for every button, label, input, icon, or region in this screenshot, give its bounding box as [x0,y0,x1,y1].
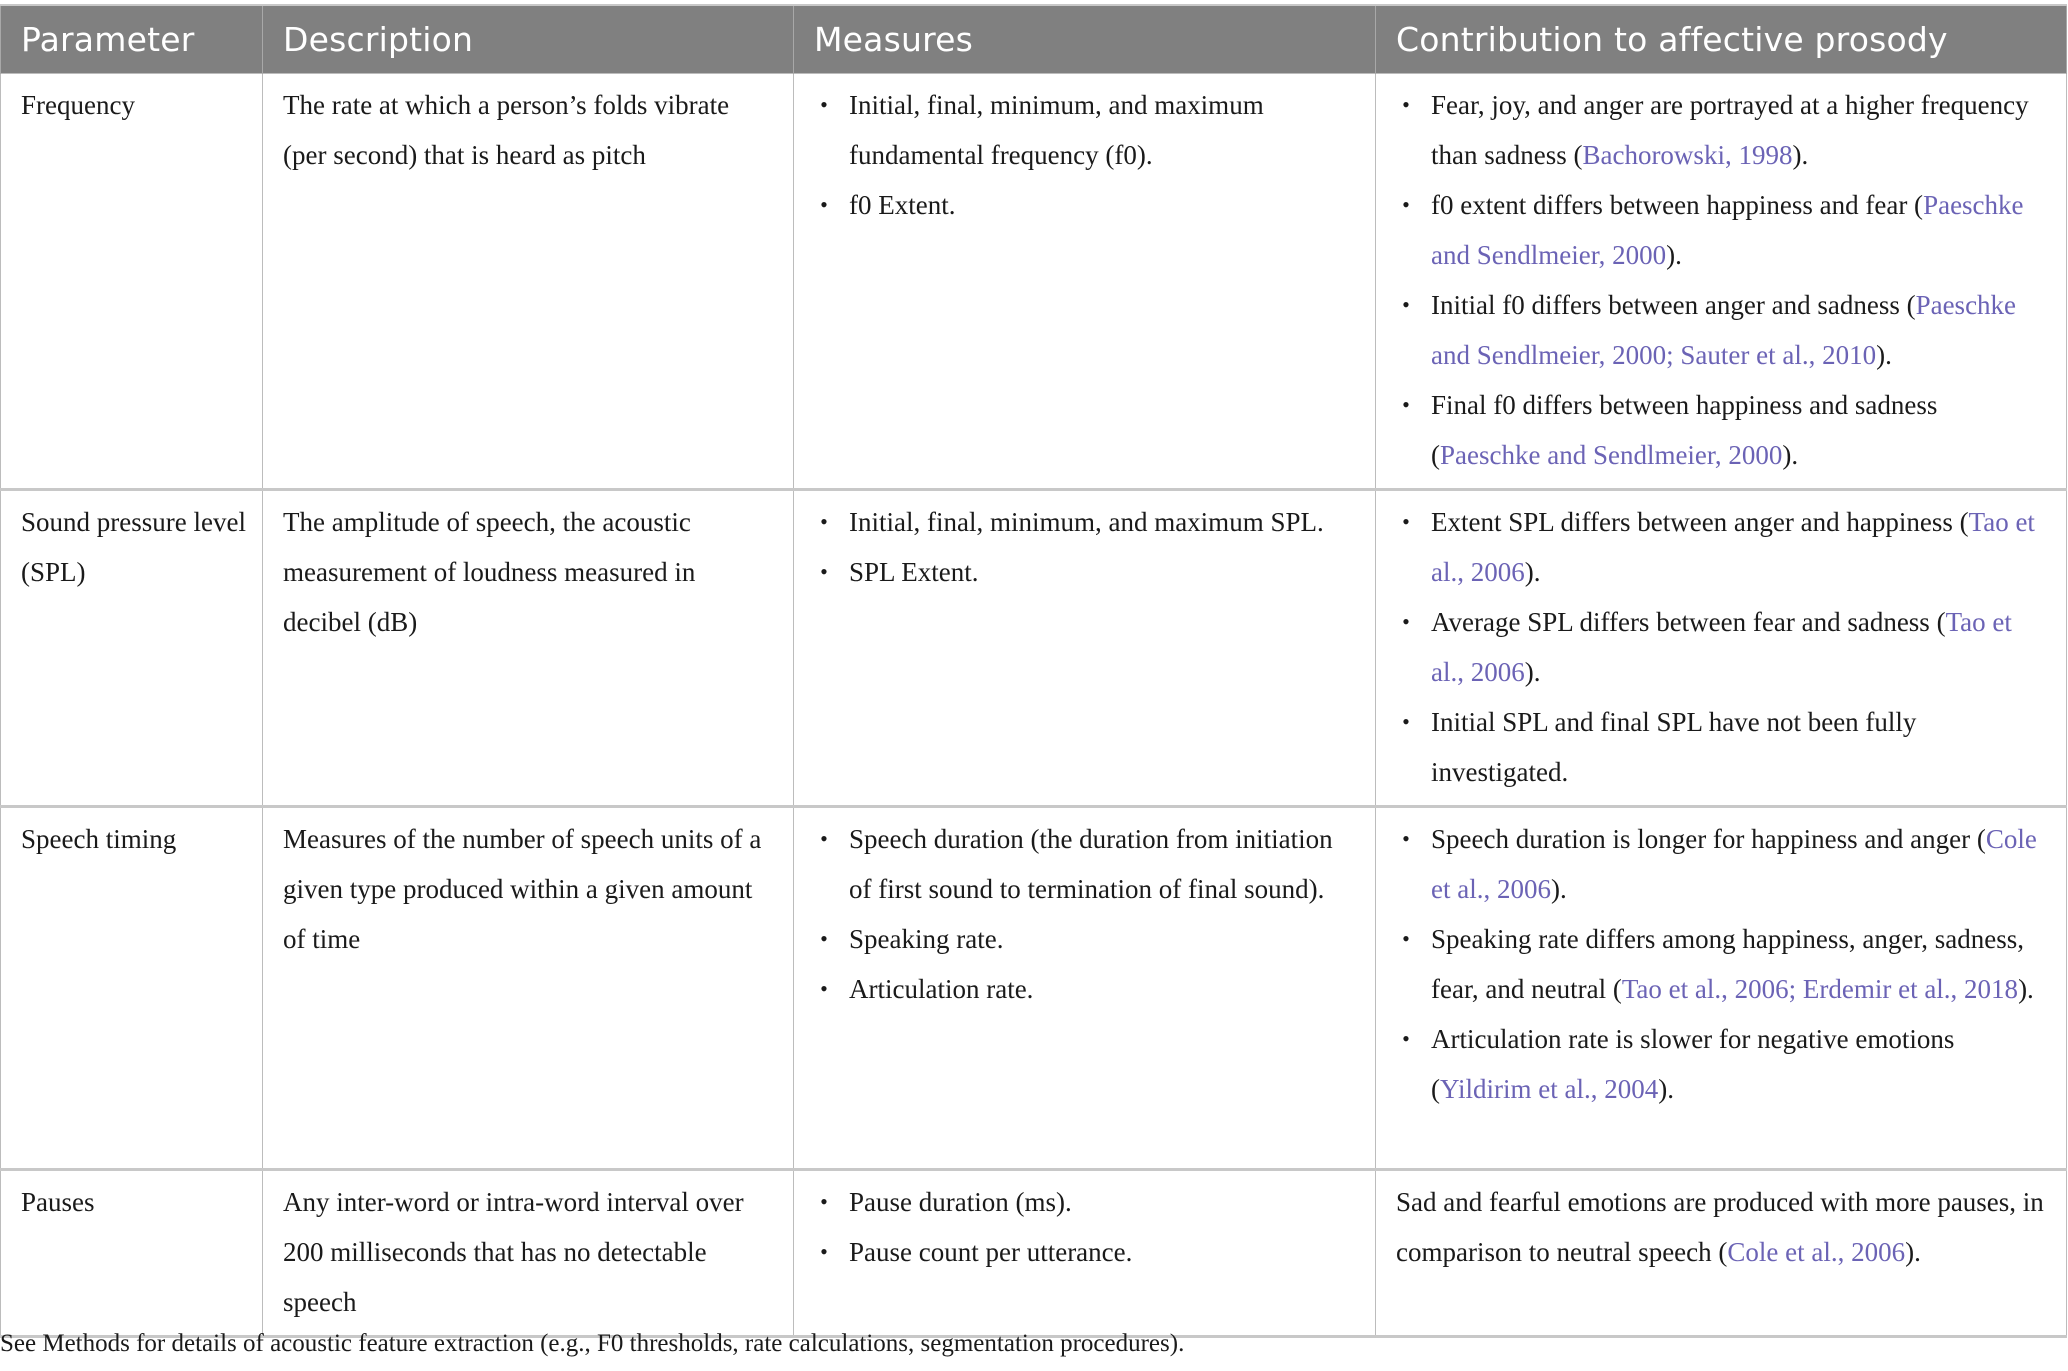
contribution-item [1396,497,2050,597]
contribution-item [1396,280,2050,380]
measure-text: Speech duration (the duration from initiation of first sound to termination of final sound). [849,824,1333,904]
measure-text: f0 Extent. [849,190,956,220]
header-measures: Measures [794,5,1376,74]
contribution-item [1396,380,2050,480]
cell-parameter: Speech timing [1,807,263,1170]
bullet-icon: • [1402,709,1410,734]
contribution-item [1396,697,2050,797]
cell-contribution [1376,74,2067,490]
measure-text: SPL Extent. [849,557,979,587]
contribution-item [1396,914,2050,1014]
cell-measures [794,807,1376,1170]
bullet-icon: • [1402,92,1410,117]
citation-link[interactable]: Tao et al., 2006 [1431,507,2035,587]
cell-description: Any inter-word or intra-word interval over 200 milliseconds that has no detectable speech [263,1170,794,1337]
contribution-text-end: ). [1876,340,1892,370]
contribution-text-end: ). [1524,557,1541,587]
contribution-text: Articulation rate is slower for negative emotions ( [1431,1024,1955,1104]
citation-link[interactable]: Cole et al., 2006 [1727,1237,1906,1267]
measure-item [814,547,1359,597]
measure-text: Pause count per utterance. [849,1237,1133,1267]
header-description: Description [263,5,794,74]
bullet-icon: • [820,826,828,851]
contribution-item [1396,1014,2050,1114]
contribution-text: Sad and fearful emotions are produced with more pauses, in comparison to neutral speech ( [1396,1187,2044,1267]
bullet-icon: • [820,926,828,951]
contribution-text-end: ). [1524,657,1541,687]
citation-link[interactable]: Paeschke and Sendlmeier, 2000 [1431,190,2024,270]
contribution-text: Average SPL differs between fear and sadness ( [1431,607,1946,637]
contribution-paragraph [1396,1177,2050,1277]
table-row [1,1170,2067,1337]
measure-text: Articulation rate. [849,974,1034,1004]
citation-link[interactable]: Bachorowski, 1998 [1582,140,1793,170]
contribution-text-end: ). [1658,1074,1674,1104]
bullet-icon: • [1402,509,1410,534]
contribution-text: Initial f0 differs between anger and sadness ( [1431,290,1916,320]
measures-list [814,814,1359,1014]
contribution-text: Extent SPL differs between anger and happiness ( [1431,507,1969,537]
citation-link[interactable]: Yildirim et al., 2004 [1440,1074,1659,1104]
contribution-item [1396,814,2050,914]
measure-text: Initial, final, minimum, and maximum fundamental frequency (f0). [849,90,1264,170]
measure-item [814,914,1359,964]
cell-measures [794,490,1376,807]
cell-measures [794,74,1376,490]
citation-link[interactable]: Paeschke and Sendlmeier, 2000 [1440,440,1783,470]
cell-contribution [1376,1170,2067,1337]
citation-link[interactable]: Cole et al., 2006 [1431,824,2037,904]
bullet-icon: • [1402,192,1410,217]
contribution-text-end: ). [1782,440,1799,470]
measures-list [814,80,1359,230]
contribution-text: Fear, joy, and anger are portrayed at a higher frequency than sadness ( [1431,90,2029,170]
header-contribution: Contribution to affective prosody [1376,5,2067,74]
bullet-icon: • [820,1239,828,1264]
contribution-text: Initial SPL and final SPL have not been fully investigated. [1431,707,1917,787]
bullet-icon: • [820,559,828,584]
cell-description: Measures of the number of speech units of a given type produced within a given amount of time [263,807,794,1170]
citation-link[interactable]: Tao et al., 2006; Erdemir et al., 2018 [1621,974,2019,1004]
contribution-item [1396,80,2050,180]
acoustic-parameters-table [0,4,2067,1338]
measure-item [814,814,1359,914]
measure-text: Initial, final, minimum, and maximum SPL. [849,507,1324,537]
header-parameter: Parameter [1,5,263,74]
bullet-icon: • [1402,609,1410,634]
bullet-icon: • [820,192,828,217]
citation-link[interactable]: Paeschke and Sendlmeier, 2000; Sauter et al., 2010 [1431,290,2017,370]
cell-parameter: Frequency [1,74,263,490]
contribution-list [1396,814,2050,1114]
table-row [1,807,2067,1170]
measure-item [814,964,1359,1014]
contribution-list [1396,497,2050,797]
bullet-icon: • [1402,926,1410,951]
contribution-list [1396,80,2050,480]
contribution-text: Speaking rate differs among happiness, anger, sadness, fear, and neutral ( [1431,924,2025,1004]
contribution-text-end: ). [1905,1237,1921,1267]
bullet-icon: • [1402,292,1410,317]
contribution-text-end: ). [1550,874,1567,904]
measure-text: Pause duration (ms). [849,1187,1072,1217]
measure-item [814,1227,1359,1277]
contribution-item [1396,180,2050,280]
table-row [1,490,2067,807]
measures-list [814,1177,1359,1277]
table-footnote: See Methods for details of acoustic feature extraction (e.g., F0 thresholds, rate calculations, segmentation procedures). [0,1330,1185,1357]
bullet-icon: • [820,1189,828,1214]
contribution-text: f0 extent differs between happiness and fear ( [1431,190,1924,220]
table-row [1,74,2067,490]
contribution-text: Speech duration is longer for happiness and anger ( [1431,824,1986,854]
cell-contribution [1376,490,2067,807]
contribution-text-end: ). [1666,240,1682,270]
contribution-text-end: ). [1792,140,1809,170]
citation-link[interactable]: Tao et al., 2006 [1431,607,2012,687]
table-header-row [1,5,2067,74]
cell-description: The rate at which a person’s folds vibrate (per second) that is heard as pitch [263,74,794,490]
cell-parameter: Pauses [1,1170,263,1337]
cell-contribution [1376,807,2067,1170]
bullet-icon: • [820,509,828,534]
measures-list [814,497,1359,597]
bullet-icon: • [820,92,828,117]
bullet-icon: • [1402,1026,1410,1051]
contribution-text-end: ). [2018,974,2034,1004]
cell-measures [794,1170,1376,1337]
cell-description: The amplitude of speech, the acoustic measurement of loudness measured in decibel (dB) [263,490,794,807]
measure-item [814,1177,1359,1227]
bullet-icon: • [1402,392,1410,417]
measure-item [814,80,1359,180]
measure-text: Speaking rate. [849,924,1004,954]
contribution-item [1396,597,2050,697]
contribution-text: Final f0 differs between happiness and sadness ( [1431,390,1938,470]
measure-item [814,180,1359,230]
bullet-icon: • [820,976,828,1001]
measure-item [814,497,1359,547]
cell-parameter: Sound pressure level (SPL) [1,490,263,807]
bullet-icon: • [1402,826,1410,851]
